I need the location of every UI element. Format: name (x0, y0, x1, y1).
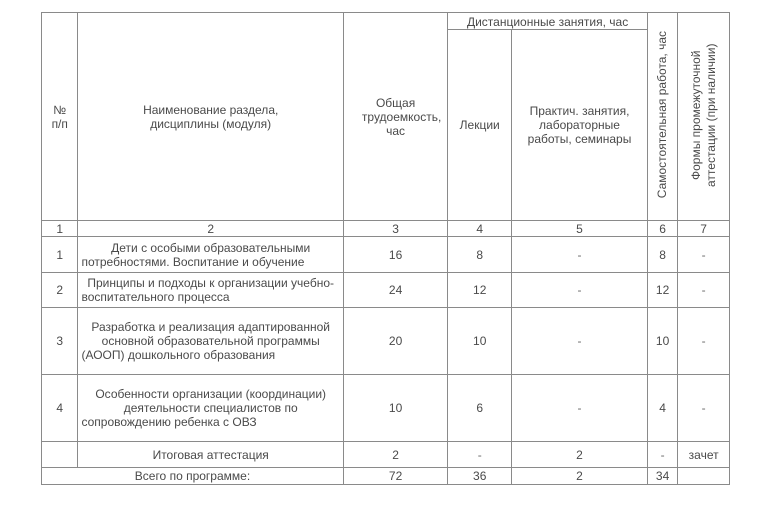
row-forms: - (678, 237, 730, 273)
column-index-cell: 4 (448, 221, 512, 237)
row-forms: - (678, 273, 730, 308)
row-num: 2 (42, 273, 78, 308)
row-self-work: - (647, 442, 677, 468)
totals-self-work: 34 (647, 468, 677, 485)
row-forms: зачет (678, 442, 730, 468)
header-forms (678, 13, 730, 221)
row-practical: 2 (512, 442, 648, 468)
header-distance-group (448, 13, 648, 30)
row-self-work: 8 (647, 237, 677, 273)
column-index-cell: 2 (78, 221, 343, 237)
table-row (42, 375, 730, 442)
row-total: 10 (343, 375, 447, 442)
row-total: 16 (343, 237, 447, 273)
header-distance-group-label: Дистанционные занятия, час (466, 15, 629, 29)
row-num (42, 442, 78, 468)
row-name: Дети с особыми образовательными потребностями. Воспитание и обучение (78, 237, 343, 273)
totals-lectures: 36 (448, 468, 512, 485)
row-total: 20 (343, 308, 447, 375)
table-row (42, 273, 730, 308)
column-index-cell: 1 (42, 221, 78, 237)
row-practical: - (512, 375, 648, 442)
curriculum-table (41, 12, 730, 485)
row-practical: - (512, 273, 648, 308)
row-lectures: 8 (448, 237, 512, 273)
table-row (42, 237, 730, 273)
header-forms-label: Формы промежуточной аттестации (при наличии) (688, 43, 718, 187)
row-forms: - (678, 308, 730, 375)
header-lectures-label: Лекции (459, 118, 500, 132)
row-name: Особенности организации (координации) деятельности специалистов по сопровождению ребенка с ОВЗ (78, 375, 343, 442)
header-practical-label: Практич. занятия, лабораторные работы, семинары (527, 104, 632, 146)
column-index-cell: 5 (512, 221, 648, 237)
row-name: Итоговая аттестация (78, 442, 343, 468)
row-num: 4 (42, 375, 78, 442)
row-name: Принципы и подходы к организации учебно-воспитательного процесса (78, 273, 343, 308)
row-practical: - (512, 308, 648, 375)
header-num-label: № п/п (51, 102, 68, 131)
table-row (42, 308, 730, 375)
totals-total: 72 (343, 468, 447, 485)
row-self-work: 4 (647, 375, 677, 442)
row-forms: - (678, 375, 730, 442)
column-index-cell: 3 (343, 221, 447, 237)
totals-label: Всего по программе: (42, 468, 344, 485)
row-lectures: 6 (448, 375, 512, 442)
totals-practical: 2 (512, 468, 648, 485)
header-self-work-label: Самостоятельная работа, час (655, 31, 670, 199)
header-name (78, 13, 343, 221)
row-num: 3 (42, 308, 78, 375)
row-lectures: - (448, 442, 512, 468)
totals-row (42, 468, 730, 485)
column-index-cell: 6 (647, 221, 677, 237)
row-total: 24 (343, 273, 447, 308)
row-num: 1 (42, 237, 78, 273)
row-lectures: 12 (448, 273, 512, 308)
header-total-label: Общая трудоемкость, час (361, 95, 442, 138)
row-name: Разработка и реализация адаптированной основной образовательной программы (АООП) дошкольного образования (78, 308, 343, 375)
row-practical: - (512, 237, 648, 273)
table-row (42, 442, 730, 468)
header-total (343, 13, 447, 221)
column-index-row (42, 221, 730, 237)
row-total: 2 (343, 442, 447, 468)
header-self-work (647, 13, 677, 221)
row-self-work: 12 (647, 273, 677, 308)
header-practical (512, 30, 648, 221)
row-self-work: 10 (647, 308, 677, 375)
column-index-cell: 7 (678, 221, 730, 237)
header-name-label: Наименование раздела, дисциплины (модуля) (143, 102, 279, 131)
totals-forms (678, 468, 730, 485)
header-num (42, 13, 78, 221)
header-lectures (448, 30, 512, 221)
row-lectures: 10 (448, 308, 512, 375)
header-row-top (42, 13, 730, 30)
